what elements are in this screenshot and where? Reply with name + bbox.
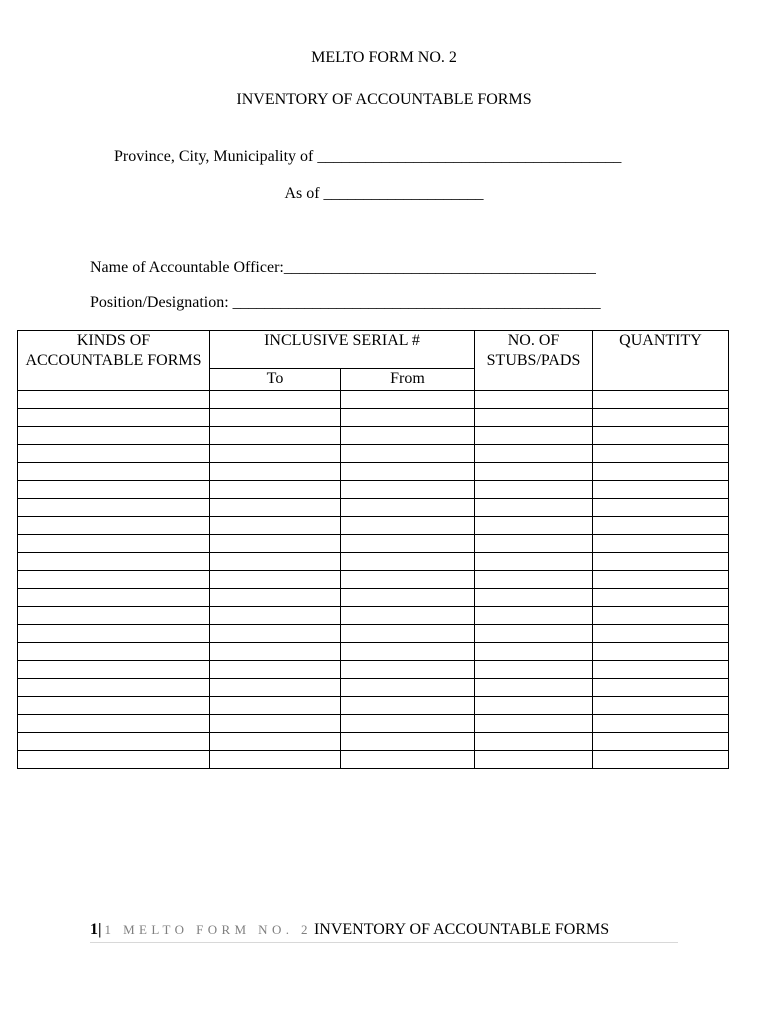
stubs-pads-cell[interactable] <box>475 589 593 607</box>
table-row <box>18 697 729 715</box>
as-of-field: As of ____________________ <box>284 185 484 202</box>
stubs-pads-cell[interactable] <box>475 427 593 445</box>
quantity-cell[interactable] <box>593 697 729 715</box>
quantity-cell[interactable] <box>593 715 729 733</box>
kinds-cell[interactable] <box>18 751 210 769</box>
kinds-cell[interactable] <box>18 715 210 733</box>
table-row <box>18 715 729 733</box>
table-row <box>18 391 729 409</box>
position-designation-field: Position/Designation: ______________________________________________ <box>90 294 601 311</box>
table-row <box>18 625 729 643</box>
quantity-cell[interactable] <box>593 625 729 643</box>
serial-to-cell[interactable] <box>210 409 341 427</box>
serial-to-cell[interactable] <box>210 625 341 643</box>
stubs-pads-cell[interactable] <box>475 409 593 427</box>
inventory-table <box>17 330 729 769</box>
stubs-pads-cell[interactable] <box>475 553 593 571</box>
footer-form-number: 1 MELTO FORM NO. 2 <box>104 922 312 937</box>
kinds-cell[interactable] <box>18 445 210 463</box>
stubs-pads-cell[interactable] <box>475 643 593 661</box>
serial-from-cell[interactable] <box>341 481 475 499</box>
serial-from-header: From <box>341 369 475 391</box>
serial-from-cell[interactable] <box>341 661 475 679</box>
kinds-cell[interactable] <box>18 697 210 715</box>
table-row <box>18 571 729 589</box>
table-row <box>18 607 729 625</box>
quantity-cell[interactable] <box>593 409 729 427</box>
serial-to-cell[interactable] <box>210 607 341 625</box>
quantity-header: QUANTITY <box>593 331 729 391</box>
stubs-pads-cell[interactable] <box>475 661 593 679</box>
quantity-cell[interactable] <box>593 751 729 769</box>
table-row <box>18 661 729 679</box>
table-row <box>18 409 729 427</box>
kinds-cell[interactable] <box>18 481 210 499</box>
serial-to-cell[interactable] <box>210 643 341 661</box>
accountable-officer-field: Name of Accountable Officer:_______________________________________ <box>90 259 596 276</box>
province-field: Province, City, Municipality of ______________________________________ <box>114 148 622 165</box>
inclusive-serial-header: INCLUSIVE SERIAL # <box>210 331 475 369</box>
table-row <box>18 463 729 481</box>
serial-to-cell[interactable] <box>210 679 341 697</box>
quantity-cell[interactable] <box>593 445 729 463</box>
stubs-pads-cell[interactable] <box>475 481 593 499</box>
stubs-pads-cell[interactable] <box>475 715 593 733</box>
serial-from-cell[interactable] <box>341 589 475 607</box>
table-row <box>18 679 729 697</box>
serial-from-cell[interactable] <box>341 697 475 715</box>
stubs-pads-header: NO. OF STUBS/PADS <box>475 331 593 391</box>
serial-from-cell[interactable] <box>341 625 475 643</box>
serial-to-cell[interactable] <box>210 661 341 679</box>
quantity-cell[interactable] <box>593 481 729 499</box>
serial-to-cell[interactable] <box>210 427 341 445</box>
serial-to-cell[interactable] <box>210 391 341 409</box>
quantity-cell[interactable] <box>593 643 729 661</box>
table-row <box>18 427 729 445</box>
stubs-pads-cell[interactable] <box>475 391 593 409</box>
stubs-pads-cell[interactable] <box>475 607 593 625</box>
form-title-heading: INVENTORY OF ACCOUNTABLE FORMS <box>236 91 532 108</box>
kinds-cell[interactable] <box>18 733 210 751</box>
serial-to-header: To <box>210 369 341 391</box>
quantity-cell[interactable] <box>593 463 729 481</box>
serial-from-cell[interactable] <box>341 499 475 517</box>
serial-to-cell[interactable] <box>210 463 341 481</box>
serial-from-cell[interactable] <box>341 409 475 427</box>
serial-to-cell[interactable] <box>210 715 341 733</box>
quantity-cell[interactable] <box>593 679 729 697</box>
kinds-cell[interactable] <box>18 391 210 409</box>
kinds-cell[interactable] <box>18 589 210 607</box>
page-footer <box>90 920 678 943</box>
serial-from-cell[interactable] <box>341 535 475 553</box>
stubs-pads-cell[interactable] <box>475 697 593 715</box>
kinds-cell[interactable] <box>18 463 210 481</box>
quantity-cell[interactable] <box>593 571 729 589</box>
kinds-cell[interactable] <box>18 679 210 697</box>
stubs-pads-cell[interactable] <box>475 625 593 643</box>
kinds-cell[interactable] <box>18 499 210 517</box>
table-row <box>18 535 729 553</box>
stubs-pads-cell[interactable] <box>475 463 593 481</box>
serial-from-cell[interactable] <box>341 751 475 769</box>
stubs-pads-cell[interactable] <box>475 571 593 589</box>
form-number-heading: MELTO FORM NO. 2 <box>311 49 457 66</box>
table-row <box>18 553 729 571</box>
footer-title: INVENTORY OF ACCOUNTABLE FORMS <box>313 921 610 938</box>
serial-from-cell[interactable] <box>341 733 475 751</box>
stubs-pads-cell[interactable] <box>475 535 593 553</box>
serial-to-cell[interactable] <box>210 751 341 769</box>
serial-from-cell[interactable] <box>341 517 475 535</box>
table-row <box>18 751 729 769</box>
serial-from-cell[interactable] <box>341 463 475 481</box>
kinds-cell[interactable] <box>18 409 210 427</box>
kinds-cell[interactable] <box>18 625 210 643</box>
stubs-pads-cell[interactable] <box>475 751 593 769</box>
serial-from-cell[interactable] <box>341 607 475 625</box>
serial-from-cell[interactable] <box>341 553 475 571</box>
serial-to-cell[interactable] <box>210 535 341 553</box>
footer-separator: | <box>98 921 102 938</box>
serial-to-cell[interactable] <box>210 517 341 535</box>
kinds-cell[interactable] <box>18 553 210 571</box>
serial-to-cell[interactable] <box>210 481 341 499</box>
quantity-cell[interactable] <box>593 517 729 535</box>
serial-to-cell[interactable] <box>210 571 341 589</box>
serial-from-cell[interactable] <box>341 643 475 661</box>
serial-to-cell[interactable] <box>210 733 341 751</box>
kinds-cell[interactable] <box>18 661 210 679</box>
quantity-cell[interactable] <box>593 535 729 553</box>
quantity-cell[interactable] <box>593 607 729 625</box>
serial-from-cell[interactable] <box>341 445 475 463</box>
serial-to-cell[interactable] <box>210 589 341 607</box>
table-row <box>18 517 729 535</box>
serial-from-cell[interactable] <box>341 427 475 445</box>
quantity-cell[interactable] <box>593 427 729 445</box>
serial-to-cell[interactable] <box>210 445 341 463</box>
table-row <box>18 643 729 661</box>
serial-from-cell[interactable] <box>341 391 475 409</box>
kinds-cell[interactable] <box>18 571 210 589</box>
quantity-cell[interactable] <box>593 553 729 571</box>
kinds-of-forms-header: KINDS OF ACCOUNTABLE FORMS <box>18 331 210 391</box>
quantity-cell[interactable] <box>593 661 729 679</box>
serial-to-cell[interactable] <box>210 499 341 517</box>
table-row <box>18 499 729 517</box>
page-number: 1 <box>90 921 98 938</box>
quantity-cell[interactable] <box>593 733 729 751</box>
serial-from-cell[interactable] <box>341 715 475 733</box>
table-row <box>18 481 729 499</box>
table-row <box>18 445 729 463</box>
table-row <box>18 589 729 607</box>
stubs-pads-cell[interactable] <box>475 499 593 517</box>
kinds-cell[interactable] <box>18 607 210 625</box>
stubs-pads-cell[interactable] <box>475 679 593 697</box>
kinds-cell[interactable] <box>18 427 210 445</box>
serial-from-cell[interactable] <box>341 571 475 589</box>
stubs-pads-cell[interactable] <box>475 517 593 535</box>
kinds-cell[interactable] <box>18 643 210 661</box>
serial-from-cell[interactable] <box>341 679 475 697</box>
inventory-table-body <box>18 391 729 769</box>
stubs-pads-cell[interactable] <box>475 445 593 463</box>
serial-to-cell[interactable] <box>210 697 341 715</box>
kinds-cell[interactable] <box>18 517 210 535</box>
quantity-cell[interactable] <box>593 391 729 409</box>
quantity-cell[interactable] <box>593 499 729 517</box>
stubs-pads-cell[interactable] <box>475 733 593 751</box>
serial-to-cell[interactable] <box>210 553 341 571</box>
kinds-cell[interactable] <box>18 535 210 553</box>
table-row <box>18 733 729 751</box>
quantity-cell[interactable] <box>593 589 729 607</box>
